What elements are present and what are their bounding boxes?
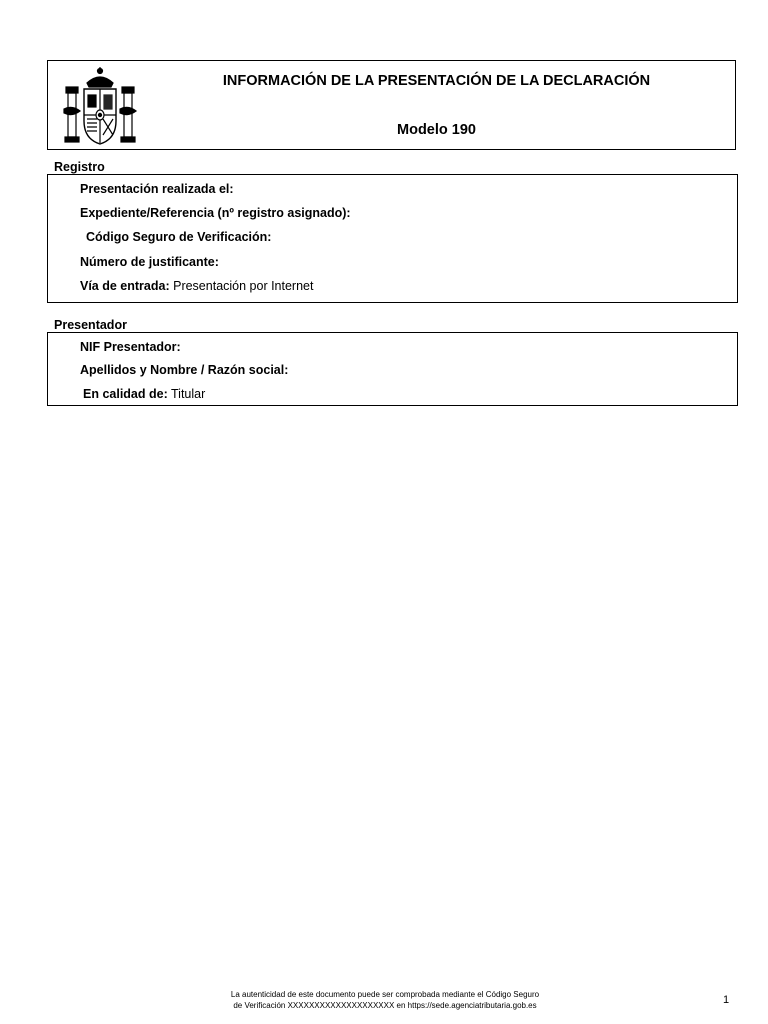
authenticity-footer: [190, 989, 580, 1011]
field-label: Apellidos y Nombre / Razón social:: [80, 363, 289, 377]
justificante-row: [80, 255, 219, 269]
document-header: [47, 60, 736, 150]
document-title: INFORMACIÓN DE LA PRESENTACIÓN DE LA DECLARACIÓN: [222, 73, 651, 89]
section-title-registro: Registro: [54, 160, 105, 174]
page-number: 1: [723, 994, 730, 1006]
expediente-row: [80, 206, 351, 220]
csv-row: [86, 230, 271, 244]
field-label: Expediente/Referencia (nº registro asignado):: [80, 206, 351, 220]
field-label: Código Seguro de Verificación:: [86, 230, 272, 244]
field-value: Titular: [171, 387, 206, 401]
field-label: Presentación realizada el:: [80, 182, 234, 196]
name-row: [80, 363, 288, 377]
presentador-section: [47, 332, 738, 406]
calidad-row: [83, 387, 205, 401]
footer-line-2: de Verificación XXXXXXXXXXXXXXXXXXXX en https://sede.agenciatributaria.gob.es: [233, 1001, 537, 1010]
model-number: Modelo 190: [397, 122, 476, 138]
presentation-date-row: [80, 182, 234, 196]
spain-coat-of-arms-icon: [62, 65, 138, 147]
field-label: Vía de entrada:: [80, 279, 170, 293]
field-label: Número de justificante:: [80, 255, 219, 269]
field-label: NIF Presentador:: [80, 340, 181, 354]
registro-section: [47, 174, 738, 303]
section-title-presentador: Presentador: [54, 318, 127, 332]
field-value: Presentación por Internet: [173, 279, 314, 293]
via-entrada-row: [80, 279, 313, 293]
nif-row: [80, 340, 181, 354]
footer-line-1: La autenticidad de este documento puede ser comprobada mediante el Código Seguro: [230, 990, 540, 999]
field-label: En calidad de:: [83, 387, 168, 401]
